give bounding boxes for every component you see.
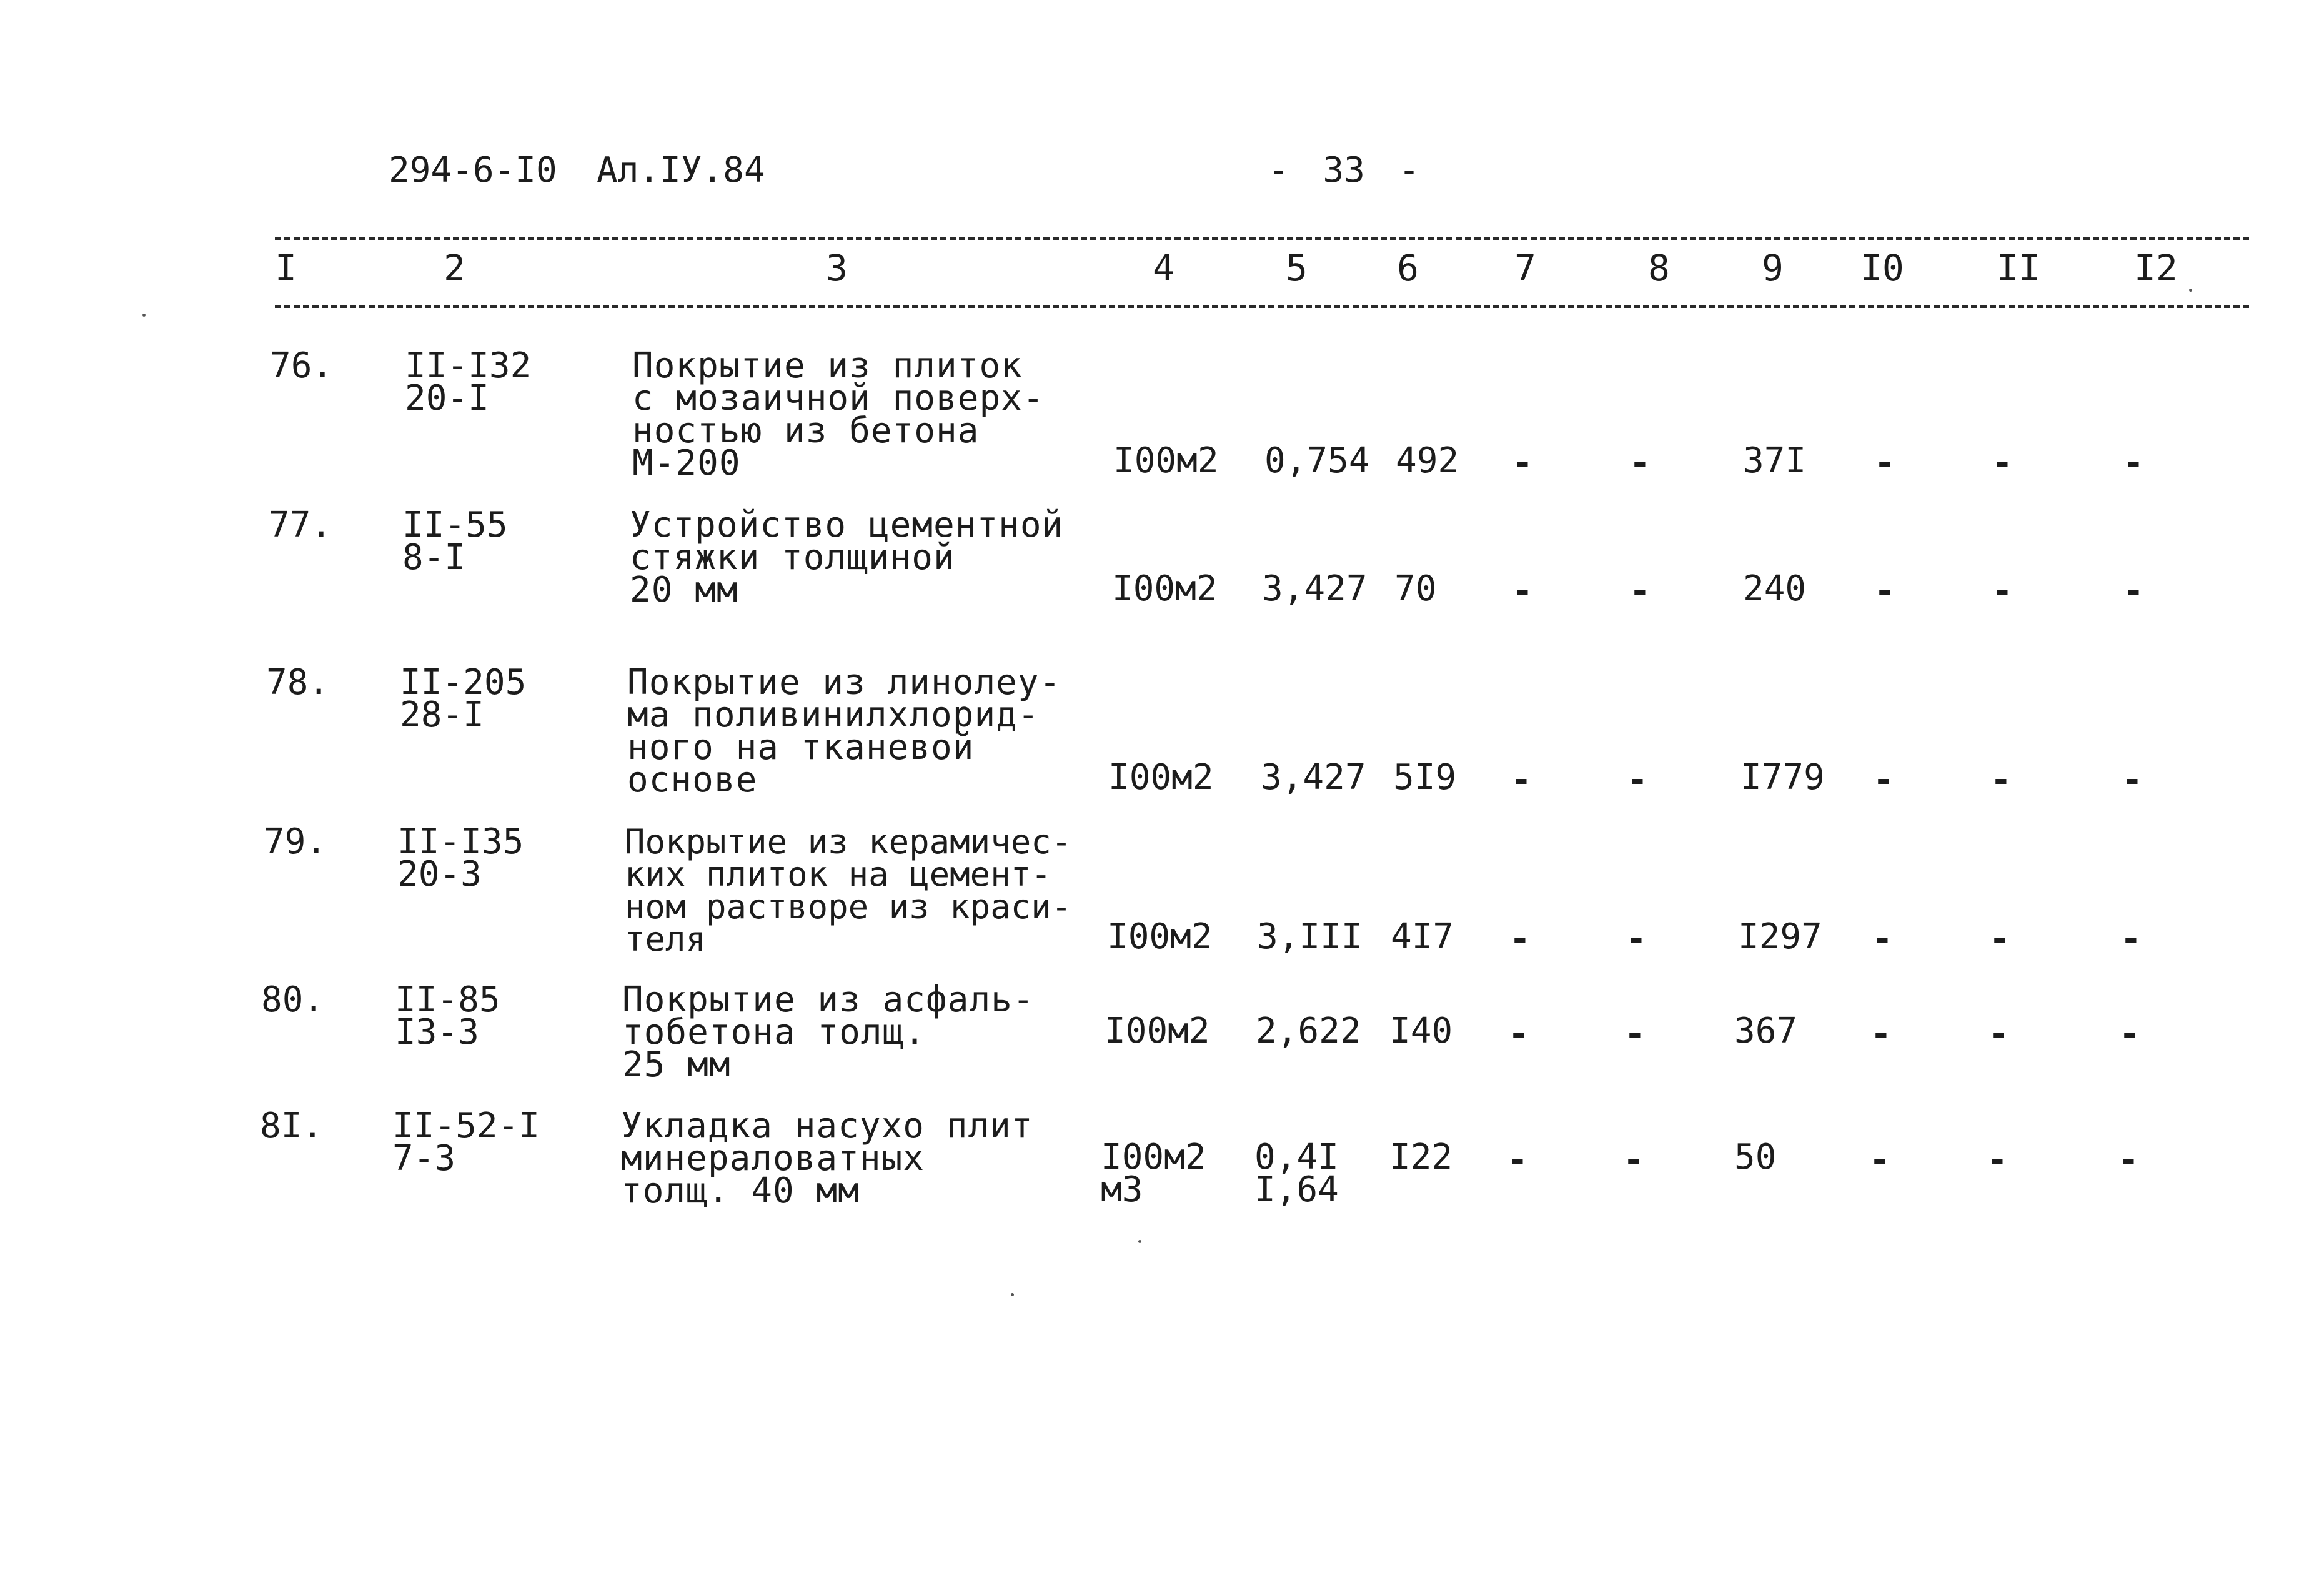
col-7-value: -: [1508, 1013, 1529, 1054]
col-10-value: -: [1874, 443, 1895, 483]
page-number: - 33 -: [1268, 150, 1420, 191]
table-top-rule: [275, 237, 2249, 240]
col-9-value: 367: [1734, 1011, 1798, 1051]
col-10-value: -: [1870, 1013, 1892, 1054]
col-9-value: 37I: [1743, 440, 1807, 481]
col-7-value: -: [1509, 919, 1531, 959]
work-description: Устройство цементной стяжки толщиной 20 мм: [630, 505, 1064, 610]
col-8-value: -: [1629, 571, 1651, 612]
norm-code: II-I32 20-I: [405, 345, 532, 419]
col-6-value: I40: [1389, 1011, 1453, 1051]
unit: I00м2: [1112, 568, 1218, 609]
col-12-value: -: [2123, 443, 2144, 483]
scan-speck: [2189, 289, 2192, 292]
scan-speck: [1138, 1240, 1141, 1243]
col-10-value: -: [1874, 571, 1895, 612]
col-head-6: 6: [1397, 247, 1419, 289]
scan-speck: [142, 314, 146, 317]
col-11-value: -: [1989, 919, 2010, 959]
col-12-value: -: [2122, 760, 2143, 800]
col-12-value: -: [2120, 919, 2142, 959]
col-11-value: -: [1992, 443, 2013, 483]
col-7-value: -: [1512, 443, 1533, 483]
col-11-value: -: [1987, 1139, 2008, 1180]
row-number: 79.: [264, 821, 327, 862]
unit: I00м2: [1105, 1011, 1210, 1051]
col-8-value: -: [1623, 1139, 1644, 1180]
norm-code: II-85 I3-3: [395, 979, 500, 1053]
row-number: 8I.: [260, 1106, 324, 1146]
norm-code: II-I35 20-3: [397, 821, 524, 895]
album-reference: Ал.IУ.84: [597, 150, 765, 191]
table-header-bottom-rule: [275, 305, 2249, 308]
col-9-value: I779: [1741, 757, 1825, 798]
col-9-value: I297: [1738, 916, 1822, 957]
col-head-7: 7: [1514, 247, 1536, 289]
doc-code: 294-6-I0: [389, 150, 557, 191]
col-11-value: -: [1990, 760, 2012, 800]
quantity: 3,427: [1261, 757, 1366, 798]
col-6-value: 492: [1396, 440, 1459, 481]
col-6-value: 4I7: [1391, 916, 1454, 957]
col-12-value: -: [2123, 571, 2144, 612]
col-9-value: 50: [1734, 1137, 1777, 1177]
row-number: 78.: [266, 662, 330, 703]
col-7-value: -: [1512, 571, 1533, 612]
unit: I00м2: [1108, 757, 1214, 798]
col-10-value: -: [1872, 919, 1893, 959]
row-number: 80.: [261, 979, 325, 1020]
work-description: Покрытие из асфаль- тобетона толщ. 25 мм: [622, 979, 1035, 1085]
row-number: 76.: [270, 345, 334, 386]
quantity: 2,622: [1256, 1011, 1361, 1051]
col-10-value: -: [1873, 760, 1894, 800]
col-head-11: II: [1997, 247, 2040, 289]
col-head-4: 4: [1153, 247, 1174, 289]
col-head-5: 5: [1286, 247, 1308, 289]
quantity: 3,427: [1262, 568, 1368, 609]
work-description: Покрытие из линолеу- ма поливинилхлорид- ного на тканевой основе: [627, 662, 1061, 800]
quantity: 3,III: [1257, 916, 1363, 957]
norm-code: II-205 28-I: [400, 662, 527, 735]
col-7-value: -: [1507, 1139, 1528, 1180]
col-head-8: 8: [1648, 247, 1670, 289]
col-8-value: -: [1627, 760, 1648, 800]
col-6-value: 5I9: [1393, 757, 1457, 798]
work-description: Покрытие из плиток с мозаичной поверх- ностью из бетона М-200: [632, 345, 1045, 483]
row-number: 77.: [269, 505, 332, 545]
col-head-2: 2: [444, 247, 465, 289]
col-11-value: -: [1988, 1013, 2009, 1054]
scan-speck: [1011, 1293, 1014, 1296]
col-head-9: 9: [1762, 247, 1784, 289]
col-7-value: -: [1511, 760, 1532, 800]
work-description: Покрытие из керамичес- ких плиток на цемент- ном растворе из краси- теля: [625, 822, 1072, 959]
col-head-3: 3: [826, 247, 848, 289]
col-10-value: -: [1869, 1139, 1890, 1180]
col-head-10: I0: [1860, 247, 1904, 289]
col-9-value: 240: [1743, 568, 1807, 609]
norm-code: II-55 8-I: [402, 505, 508, 578]
col-6-value: I22: [1389, 1137, 1453, 1177]
col-head-1: I: [275, 247, 297, 289]
col-8-value: -: [1624, 1013, 1646, 1054]
quantity: 0,754: [1264, 440, 1370, 481]
work-description: Укладка насухо плит минераловатных толщ. 40 мм: [621, 1106, 1033, 1211]
col-12-value: -: [2119, 1013, 2140, 1054]
col-8-value: -: [1626, 919, 1647, 959]
norm-code: II-52-I 7-3: [392, 1106, 540, 1179]
unit: I00м2: [1107, 916, 1213, 957]
unit: I00м2: [1113, 440, 1219, 481]
col-head-12: I2: [2134, 247, 2178, 289]
col-12-value: -: [2118, 1139, 2139, 1180]
col-6-value: 70: [1394, 568, 1437, 609]
quantity: 0,4I I,64: [1254, 1137, 1339, 1210]
unit: I00м2 м3: [1101, 1137, 1206, 1210]
col-11-value: -: [1992, 571, 2013, 612]
col-8-value: -: [1629, 443, 1651, 483]
